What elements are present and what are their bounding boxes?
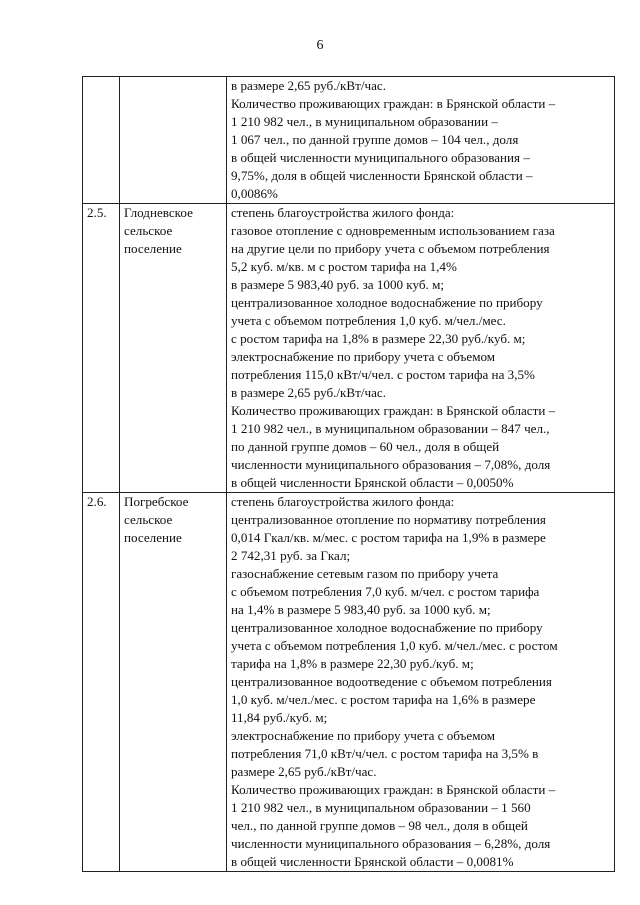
table-row — [83, 77, 615, 204]
description-line: на 1,4% в размере 5 983,40 руб. за 1000 куб. м; — [231, 602, 491, 617]
settlement-name-cell — [120, 493, 227, 872]
table-row — [83, 493, 615, 872]
description-line: 9,75%, доля в общей численности Брянской области – — [231, 168, 533, 183]
row-number: 2.6. — [87, 494, 107, 509]
description-line: газоснабжение сетевым газом по прибору учета — [231, 566, 499, 581]
description-line: 1 210 982 чел., в муниципальном образовании – 1 560 — [231, 800, 531, 815]
description-line: газовое отопление с одновременным использованием газа — [231, 223, 555, 238]
table-row — [83, 204, 615, 493]
description-line: с объемом потребления 7,0 куб. м/чел. с ростом тарифа — [231, 584, 540, 599]
description-line: Количество проживающих граждан: в Брянской области – — [231, 96, 556, 111]
description-line: потребления 71,0 кВт/ч/чел. с ростом тарифа на 3,5% в — [231, 746, 539, 761]
description-line: чел., по данной группе домов – 98 чел., доля в общей — [231, 818, 528, 833]
description-line: Количество проживающих граждан: в Брянской области – — [231, 782, 556, 797]
settlement-name-cell — [120, 77, 227, 204]
description-line: электроснабжение по прибору учета с объемом — [231, 349, 496, 364]
description-line: численности муниципального образования – 6,28%, доля — [231, 836, 551, 851]
description-line: в общей численности муниципального образования – — [231, 150, 530, 165]
description-line: на другие цели по прибору учета с объемом потребления — [231, 241, 550, 256]
description-line: централизованное отопление по нормативу потребления — [231, 512, 546, 527]
row-number-cell — [83, 77, 120, 204]
description-line: 1 210 982 чел., в муниципальном образовании – — [231, 114, 498, 129]
description-line: 11,84 руб./куб. м; — [231, 710, 328, 725]
description-cell — [227, 493, 615, 872]
description-line: 2 742,31 руб. за Гкал; — [231, 548, 351, 563]
description-line: 5,2 куб. м/кв. м с ростом тарифа на 1,4% — [231, 259, 457, 274]
description-line: учета с объемом потребления 1,0 куб. м/чел./мес. — [231, 313, 506, 328]
description-line: в размере 5 983,40 руб. за 1000 куб. м; — [231, 277, 444, 292]
settlement-name-line: поселение — [124, 241, 182, 256]
description-line: в размере 2,65 руб./кВт/час. — [231, 385, 386, 400]
description-line: тарифа на 1,8% в размере 22,30 руб./куб. м; — [231, 656, 474, 671]
description-line: централизованное водоотведение с объемом потребления — [231, 674, 552, 689]
settlement-name-cell — [120, 204, 227, 493]
row-number: 2.5. — [87, 205, 107, 220]
description-line: 0,014 Гкал/кв. м/мес. с ростом тарифа на 1,9% в размере — [231, 530, 546, 545]
description-line: численности муниципального образования – 7,08%, доля — [231, 457, 551, 472]
description-line: с ростом тарифа на 1,8% в размере 22,30 руб./куб. м; — [231, 331, 526, 346]
description-line: Количество проживающих граждан: в Брянской области – — [231, 403, 556, 418]
description-line: степень благоустройства жилого фонда: — [231, 205, 455, 220]
description-cell — [227, 77, 615, 204]
row-number-cell — [83, 204, 120, 493]
description-line: централизованное холодное водоснабжение по прибору — [231, 620, 543, 635]
description-line: электроснабжение по прибору учета с объемом — [231, 728, 496, 743]
row-number-cell — [83, 493, 120, 872]
page-number: 6 — [316, 38, 324, 53]
document-table — [82, 76, 615, 872]
settlement-name-line: Погребское — [124, 494, 189, 509]
description-cell — [227, 204, 615, 493]
description-line: потребления 115,0 кВт/ч/чел. с ростом тарифа на 3,5% — [231, 367, 535, 382]
description-line: размере 2,65 руб./кВт/час. — [231, 764, 377, 779]
description-line: учета с объемом потребления 1,0 куб. м/чел./мес. с ростом — [231, 638, 558, 653]
table-body — [83, 77, 615, 872]
description-line: 1 210 982 чел., в муниципальном образовании – 847 чел., — [231, 421, 550, 436]
settlement-name-line: Глодневское — [124, 205, 193, 220]
description-line: 1,0 куб. м/чел./мес. с ростом тарифа на 1,6% в размере — [231, 692, 536, 707]
description-line: в общей численности Брянской области – 0,0081% — [231, 854, 514, 869]
description-line: по данной группе домов – 60 чел., доля в общей — [231, 439, 500, 454]
settlement-name-line: поселение — [124, 530, 182, 545]
description-line: 0,0086% — [231, 186, 278, 201]
settlement-name-line: сельское — [124, 223, 173, 238]
description-line: централизованное холодное водоснабжение по прибору — [231, 295, 543, 310]
description-line: в размере 2,65 руб./кВт/час. — [231, 78, 386, 93]
settlement-name-line: сельское — [124, 512, 173, 527]
description-line: 1 067 чел., по данной группе домов – 104 чел., доля — [231, 132, 519, 147]
description-line: степень благоустройства жилого фонда: — [231, 494, 455, 509]
description-line: в общей численности Брянской области – 0,0050% — [231, 475, 514, 490]
